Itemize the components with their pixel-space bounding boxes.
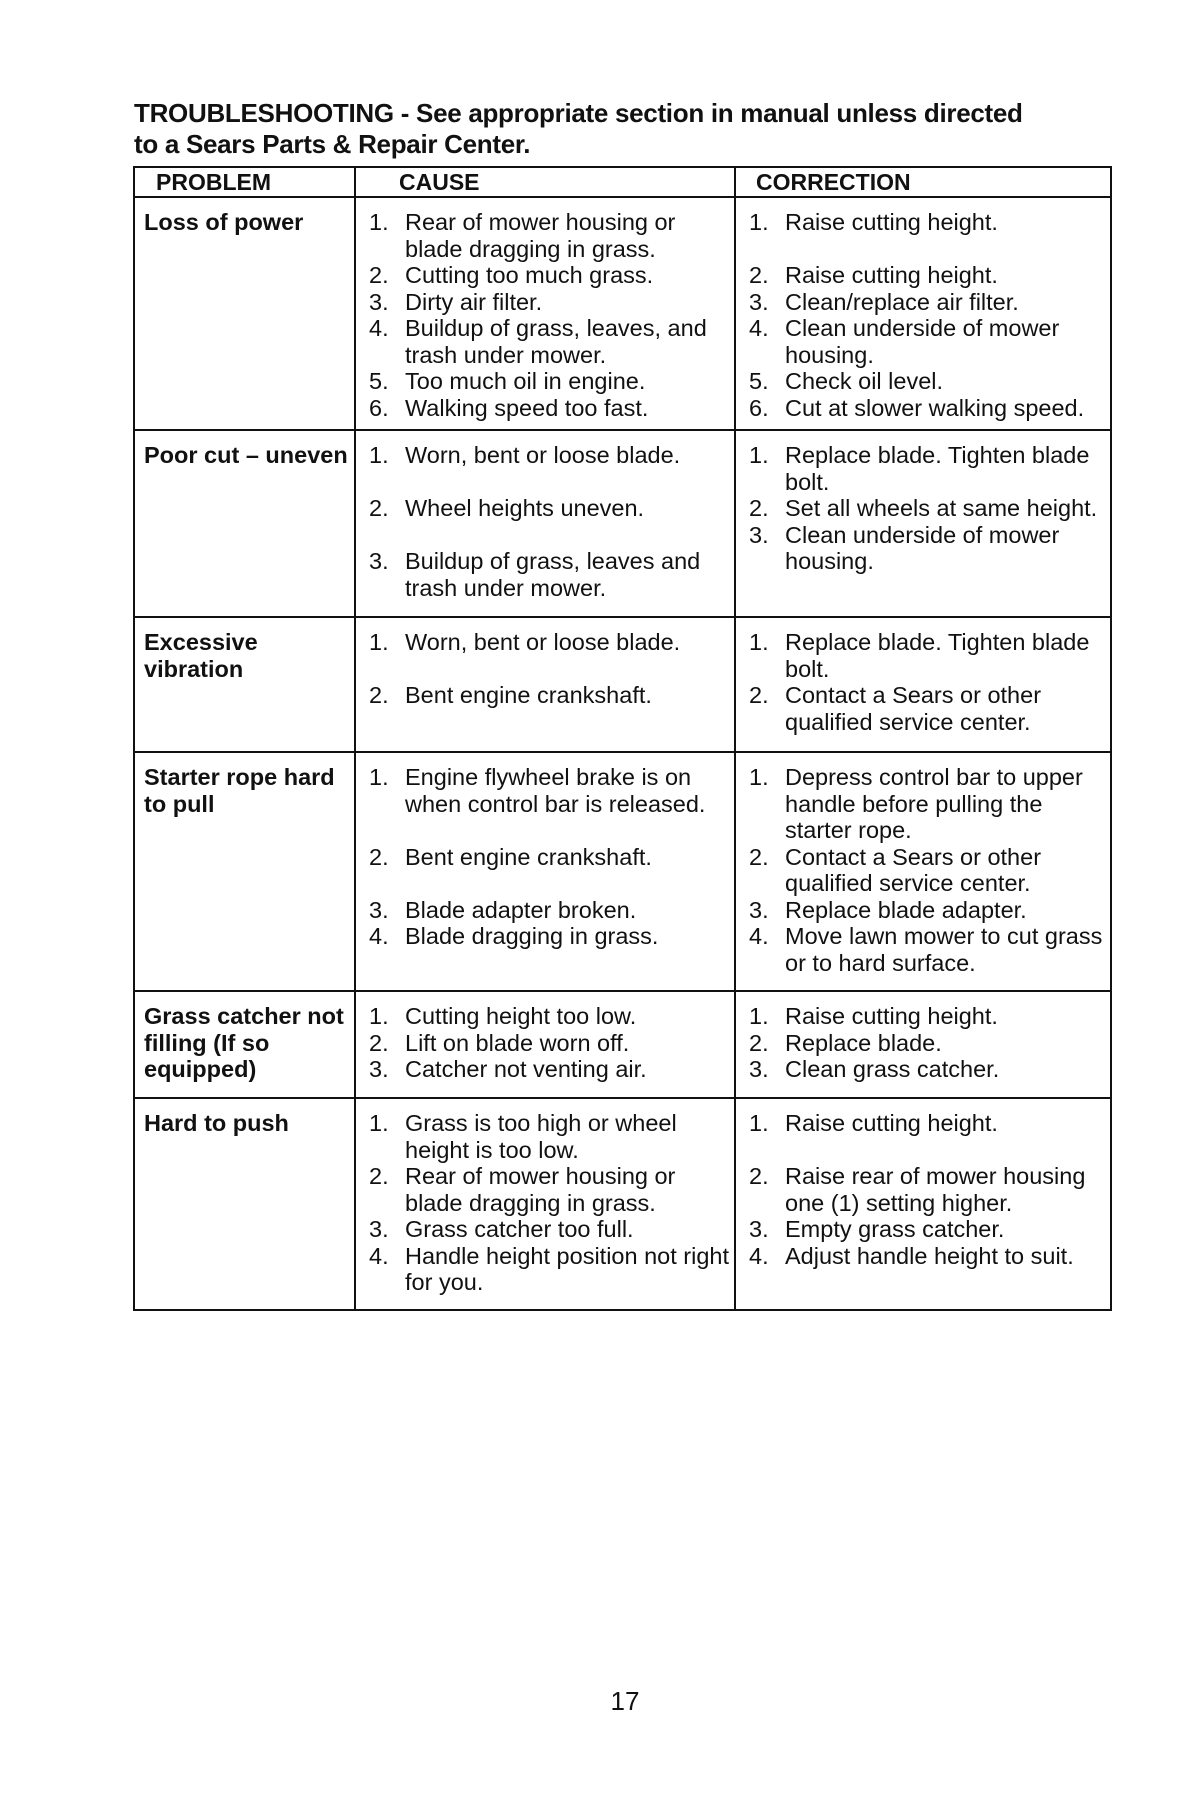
title-line-2: to a Sears Parts & Repair Center.: [134, 129, 531, 159]
list-item: [369, 315, 730, 368]
spacer: [369, 469, 730, 496]
list-item: [369, 442, 730, 469]
list-item: [369, 844, 730, 871]
item-number: 1.: [749, 1003, 769, 1029]
list-item: [749, 368, 1106, 395]
item-number: 2.: [749, 682, 769, 708]
list-item: [749, 1216, 1106, 1243]
item-text: Contact a Sears or other qualified service center.: [785, 843, 1042, 896]
spacer: [369, 656, 730, 683]
list-item: [369, 682, 730, 709]
list-item: [749, 844, 1106, 897]
spacer: [749, 236, 1106, 263]
item-text: Rear of mower housing or blade dragging in grass.: [405, 209, 676, 262]
item-number: 3.: [749, 521, 769, 548]
problem-cell: Excessive vibration: [134, 617, 355, 752]
list-item: [749, 1243, 1106, 1270]
page-number: 17: [610, 1686, 640, 1716]
item-number: 5.: [749, 368, 769, 394]
list-item: [369, 368, 730, 395]
list-item: [749, 315, 1106, 368]
item-text: Grass catcher too full.: [405, 1216, 634, 1242]
item-number: 5.: [369, 368, 389, 394]
item-number: 2.: [369, 843, 389, 870]
item-text: Buildup of grass, leaves, and trash under mower.: [405, 315, 707, 368]
item-number: 4.: [749, 315, 769, 341]
item-number: 2.: [369, 262, 389, 288]
list-item: [749, 522, 1106, 575]
item-number: 6.: [749, 394, 769, 421]
list-item: [369, 1216, 730, 1243]
item-text: Clean/replace air filter.: [785, 288, 1019, 315]
item-text: Move lawn mower to cut grass or to hard surface.: [785, 923, 1103, 976]
item-number: 3.: [369, 288, 389, 315]
item-number: 1.: [369, 442, 389, 468]
table-row: [134, 752, 1111, 991]
list-item: [369, 1110, 730, 1163]
list-item: [369, 1003, 730, 1030]
item-text: Wheel heights uneven.: [405, 495, 645, 521]
cause-cell: [355, 991, 735, 1098]
item-text: Worn, bent or loose blade.: [405, 442, 681, 468]
list-item: [369, 1243, 730, 1296]
item-number: 1.: [369, 629, 389, 655]
item-number: 3.: [749, 896, 769, 923]
item-text: Check oil level.: [785, 368, 944, 394]
item-text: Clean grass catcher.: [785, 1056, 1000, 1082]
item-text: Clean underside of mower housing.: [785, 521, 1060, 574]
spacer: [369, 817, 730, 844]
header-correction: CORRECTION: [735, 167, 1111, 197]
item-number: 1.: [369, 764, 389, 790]
item-text: Replace blade. Tighten blade bolt.: [785, 442, 1090, 495]
troubleshooting-table: [133, 166, 1112, 1311]
item-number: 2.: [369, 1163, 389, 1189]
list-item: [749, 442, 1106, 495]
list-item: [749, 629, 1106, 682]
list-item: [749, 209, 1106, 236]
item-number: 3.: [749, 1216, 769, 1242]
item-number: 3.: [749, 288, 769, 315]
item-number: 3.: [369, 548, 389, 574]
item-text: Worn, bent or loose blade.: [405, 629, 681, 655]
item-text: Empty grass catcher.: [785, 1216, 1005, 1242]
cause-cell: [355, 430, 735, 617]
spacer: [369, 522, 730, 549]
item-text: Cutting too much grass.: [405, 262, 654, 288]
item-text: Cut at slower walking speed.: [785, 394, 1085, 421]
correction-cell: [735, 991, 1111, 1098]
list-item: [749, 395, 1106, 422]
table-header-row: [134, 167, 1111, 197]
item-number: 1.: [369, 209, 389, 235]
list-item: [369, 629, 730, 656]
table-row: [134, 1098, 1111, 1310]
list-item: [369, 289, 730, 316]
cause-cell: [355, 617, 735, 752]
item-text: Blade adapter broken.: [405, 896, 637, 923]
item-number: 1.: [749, 442, 769, 468]
list-item: [369, 1030, 730, 1057]
item-number: 2.: [749, 495, 769, 521]
correction-cell: [735, 430, 1111, 617]
item-number: 1.: [749, 764, 769, 790]
problem-cell: Starter rope hard to pull: [134, 752, 355, 991]
correction-cell: [735, 1098, 1111, 1310]
item-text: Clean underside of mower housing.: [785, 315, 1060, 368]
list-item: [369, 923, 730, 950]
item-number: 2.: [369, 1029, 389, 1056]
item-number: 3.: [749, 1056, 769, 1082]
cause-cell: [355, 1098, 735, 1310]
table-row: [134, 991, 1111, 1098]
item-number: 4.: [749, 923, 769, 949]
spacer: [749, 1137, 1106, 1164]
item-number: 1.: [749, 1110, 769, 1136]
item-number: 2.: [749, 262, 769, 288]
item-text: Set all wheels at same height.: [785, 495, 1098, 521]
item-text: Dirty air filter.: [405, 288, 543, 315]
table-row: [134, 197, 1111, 430]
item-text: Buildup of grass, leaves and trash under mower.: [405, 548, 701, 601]
list-item: [749, 1163, 1106, 1216]
item-number: 2.: [749, 1029, 769, 1056]
item-number: 6.: [369, 394, 389, 421]
correction-cell: [735, 752, 1111, 991]
item-number: 3.: [369, 1056, 389, 1082]
list-item: [749, 1110, 1106, 1137]
list-item: [749, 764, 1106, 844]
item-number: 2.: [369, 682, 389, 708]
item-text: Contact a Sears or other qualified service center.: [785, 682, 1042, 735]
item-number: 4.: [369, 1242, 389, 1269]
cause-cell: [355, 197, 735, 430]
item-text: Raise cutting height.: [785, 1003, 998, 1029]
list-item: [749, 495, 1106, 522]
table-row: [134, 617, 1111, 752]
item-number: 1.: [369, 1110, 389, 1136]
problem-cell: Poor cut – uneven: [134, 430, 355, 617]
item-number: 2.: [369, 495, 389, 521]
item-text: Replace blade.: [785, 1029, 942, 1056]
cause-cell: [355, 752, 735, 991]
item-number: 4.: [369, 923, 389, 949]
item-text: Replace blade. Tighten blade bolt.: [785, 629, 1090, 682]
item-number: 4.: [369, 315, 389, 341]
list-item: [749, 682, 1106, 735]
item-text: Blade dragging in grass.: [405, 923, 659, 949]
header-problem: PROBLEM: [134, 167, 355, 197]
list-item: [749, 289, 1106, 316]
list-item: [749, 262, 1106, 289]
list-item: [749, 923, 1106, 976]
item-text: Lift on blade worn off.: [405, 1029, 630, 1056]
item-text: Raise cutting height.: [785, 209, 998, 235]
item-text: Adjust handle height to suit.: [785, 1242, 1074, 1269]
item-text: Too much oil in engine.: [405, 368, 646, 394]
item-number: 1.: [749, 629, 769, 655]
header-cause: CAUSE: [355, 167, 735, 197]
item-text: Engine flywheel brake is on when control bar is released.: [405, 764, 706, 817]
item-number: 1.: [369, 1003, 389, 1029]
list-item: [369, 395, 730, 422]
correction-cell: [735, 197, 1111, 430]
item-text: Depress control bar to upper handle before pulling the starter rope.: [785, 764, 1083, 843]
item-number: 3.: [369, 1216, 389, 1242]
correction-cell: [735, 617, 1111, 752]
page-title: [134, 98, 1134, 160]
problem-label: Grass catcher not filling (If so equipped): [144, 1003, 344, 1082]
list-item: [369, 548, 730, 601]
item-text: Handle height position not right for you.: [405, 1242, 729, 1295]
item-text: Catcher not venting air.: [405, 1056, 647, 1082]
item-text: Raise cutting height.: [785, 1110, 998, 1136]
list-item: [369, 262, 730, 289]
spacer: [369, 870, 730, 897]
item-number: 4.: [749, 1242, 769, 1269]
list-item: [369, 764, 730, 817]
list-item: [369, 897, 730, 924]
item-text: Bent engine crankshaft.: [405, 682, 652, 708]
problem-cell: Loss of power: [134, 197, 355, 430]
item-text: Replace blade adapter.: [785, 896, 1027, 923]
problem-cell: [134, 991, 355, 1098]
item-number: 2.: [749, 1163, 769, 1189]
title-line-1: TROUBLESHOOTING - See appropriate section in manual unless directed: [134, 98, 1023, 128]
item-number: 3.: [369, 896, 389, 923]
item-text: Raise cutting height.: [785, 262, 998, 288]
table-row: [134, 430, 1111, 617]
item-text: Bent engine crankshaft.: [405, 843, 652, 870]
list-item: [369, 209, 730, 262]
item-number: 2.: [749, 843, 769, 870]
list-item: [749, 1030, 1106, 1057]
problem-cell: Hard to push: [134, 1098, 355, 1310]
list-item: [369, 1056, 730, 1083]
item-text: Grass is too high or wheel height is too low.: [405, 1110, 677, 1163]
item-text: Rear of mower housing or blade dragging in grass.: [405, 1163, 676, 1216]
list-item: [749, 1056, 1106, 1083]
item-text: Raise rear of mower housing one (1) setting higher.: [785, 1163, 1086, 1216]
item-number: 1.: [749, 209, 769, 235]
item-text: Walking speed too fast.: [405, 394, 649, 421]
list-item: [369, 1163, 730, 1216]
list-item: [749, 897, 1106, 924]
list-item: [369, 495, 730, 522]
item-text: Cutting height too low.: [405, 1003, 637, 1029]
list-item: [749, 1003, 1106, 1030]
